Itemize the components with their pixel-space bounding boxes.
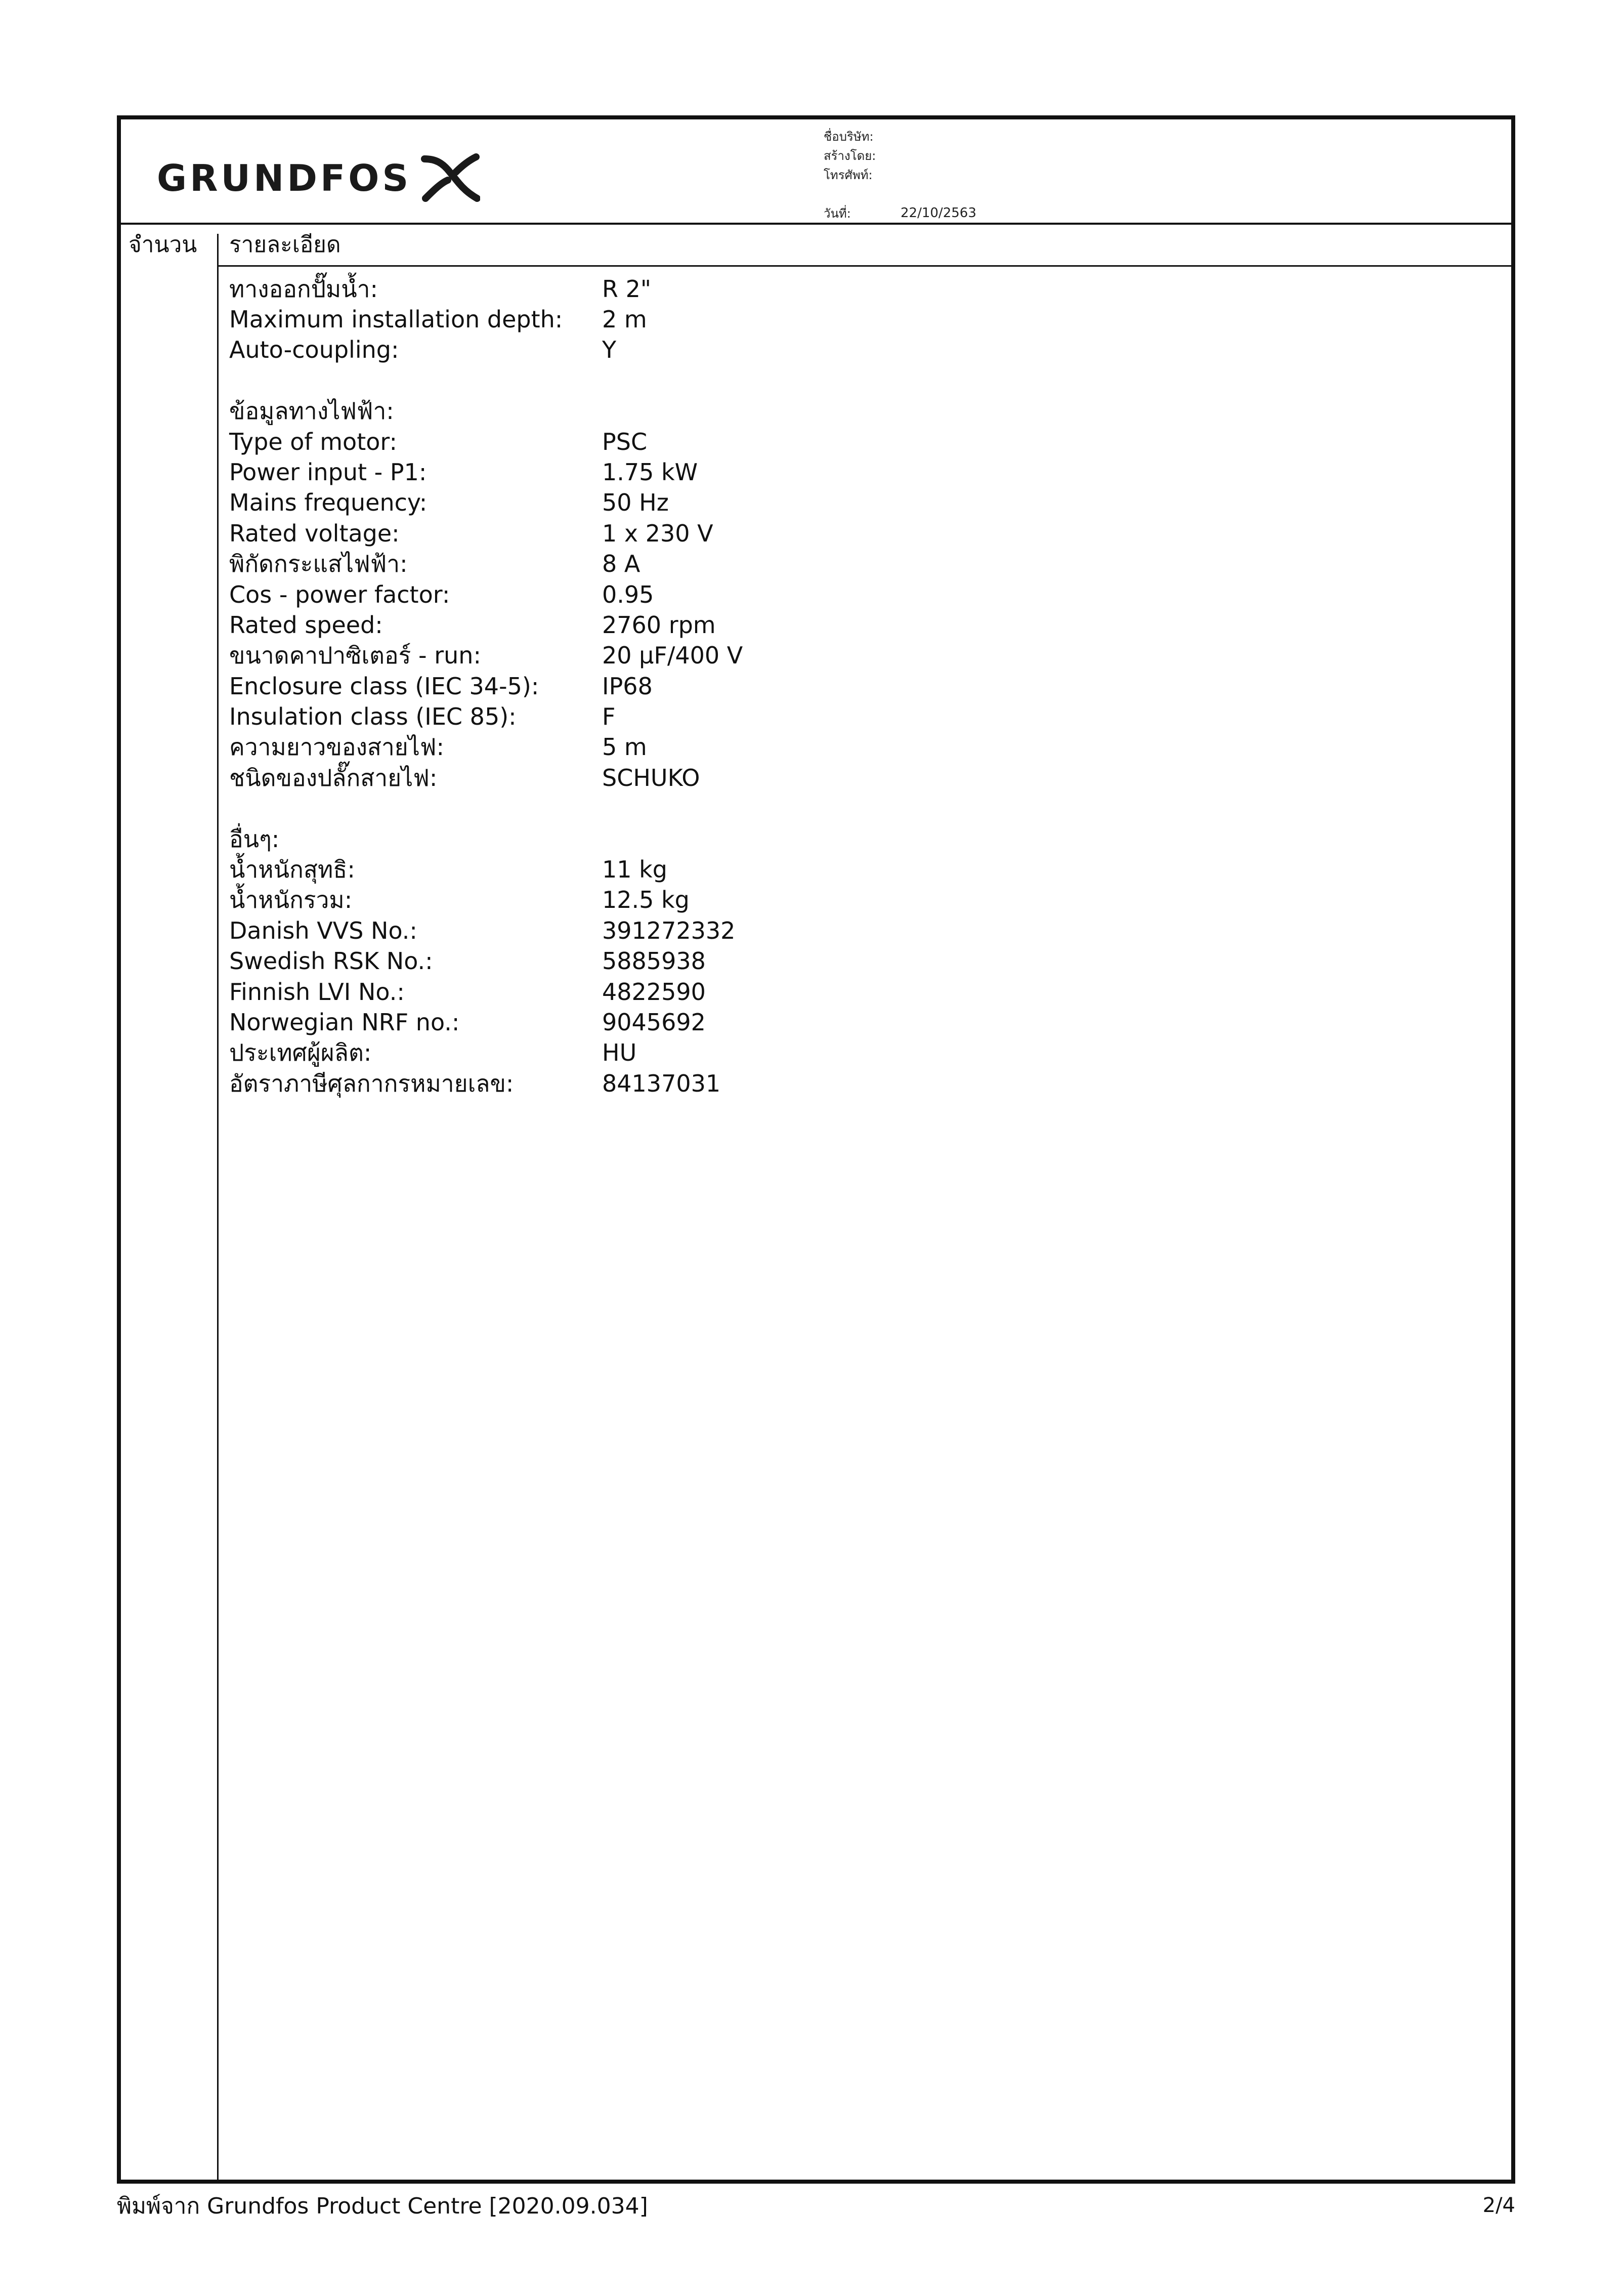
spec-row: [229, 885, 937, 915]
spec-row: [229, 518, 937, 549]
spec-label: Finnish LVI No.:: [229, 978, 405, 1006]
spec-value: 1 x 230 V: [602, 520, 713, 547]
spec-value: 5885938: [602, 947, 706, 975]
spec-label: ชนิดของปลั๊กสายไฟ:: [229, 764, 438, 791]
date-value: 22/10/2563: [901, 205, 976, 221]
spec-row: [229, 732, 937, 762]
spec-label: น้ำหนักรวม:: [229, 886, 353, 913]
quantity-column-header: จำนวน: [129, 232, 197, 258]
brand-logo: [157, 148, 480, 208]
brand-name: GRUNDFOS: [157, 157, 412, 199]
spec-value: F: [602, 703, 616, 730]
spec-value: 4822590: [602, 978, 706, 1006]
spec-label: Rated voltage:: [229, 520, 400, 547]
spec-value: SCHUKO: [602, 764, 700, 791]
electrical-section-title: ข้อมูลทางไฟฟ้า:: [229, 397, 394, 425]
spec-label: Power input - P1:: [229, 458, 427, 486]
spec-value: HU: [602, 1039, 637, 1066]
spec-row: [229, 610, 937, 640]
company-name-label: ชื่อบริษัท:: [824, 130, 874, 144]
spec-row: [229, 671, 937, 701]
spec-label: Enclosure class (IEC 34-5):: [229, 673, 539, 700]
spec-label: ประเทศผู้ผลิต:: [229, 1039, 372, 1066]
spec-label: Type of motor:: [229, 428, 397, 455]
spec-value: 0.95: [602, 581, 654, 608]
spec-label: Cos - power factor:: [229, 581, 450, 608]
spec-row: [229, 854, 937, 885]
spec-value: 5 m: [602, 733, 647, 761]
spec-row: [229, 977, 937, 1007]
spec-label: Maximum installation depth:: [229, 306, 563, 333]
spec-row: [229, 549, 937, 579]
phone-label: โทรศัพท์:: [824, 168, 873, 182]
description-column-header: รายละเอียด: [229, 232, 341, 258]
spec-value: IP68: [602, 673, 653, 700]
spec-value: 11 kg: [602, 856, 667, 883]
spec-label: Danish VVS No.:: [229, 917, 417, 944]
spec-value: R 2": [602, 275, 652, 303]
spec-label: พิกัดกระแสไฟฟ้า:: [229, 550, 408, 577]
spec-row: [229, 304, 937, 335]
spec-value: 2760 rpm: [602, 611, 716, 639]
spec-value: 20 µF/400 V: [602, 642, 743, 669]
spec-row: [229, 457, 937, 487]
spec-label: Insulation class (IEC 85):: [229, 703, 517, 730]
spec-label: น้ำหนักสุทธิ:: [229, 856, 355, 883]
spec-row: [229, 274, 937, 304]
spec-value: 8 A: [602, 550, 640, 577]
column-divider: [217, 234, 219, 2183]
spec-value: 12.5 kg: [602, 886, 690, 913]
printed-from-note: พิมพ์จาก Grundfos Product Centre [2020.09.034]: [117, 2193, 648, 2219]
spec-label: Swedish RSK No.:: [229, 947, 433, 975]
spec-label: Norwegian NRF no.:: [229, 1009, 460, 1036]
spec-row: [229, 1068, 937, 1099]
spec-label: อัตราภาษีศุลกากรหมายเลข:: [229, 1070, 514, 1097]
header-divider: [117, 223, 1515, 225]
spec-value: 50 Hz: [602, 489, 669, 516]
spec-row: [229, 915, 937, 946]
spec-row: [229, 640, 937, 671]
page-number: 2/4: [1482, 2194, 1515, 2217]
spec-label: ทางออกปั๊มน้ำ:: [229, 275, 378, 303]
spec-value: 1.75 kW: [602, 458, 698, 486]
spec-label: ความยาวของสายไฟ:: [229, 733, 444, 761]
spec-label: Mains frequency:: [229, 489, 428, 516]
grundfos-x-mark-icon: [420, 152, 480, 204]
spec-label: ขนาดคาปาซิเตอร์ - run:: [229, 642, 481, 669]
date-label: วันที่:: [824, 206, 851, 221]
spec-label: Auto-coupling:: [229, 336, 399, 363]
column-header-divider: [218, 265, 1515, 267]
created-by-label: สร้างโดย:: [824, 149, 876, 163]
spec-value: 2 m: [602, 306, 647, 333]
spec-row: [229, 701, 937, 732]
spec-value: PSC: [602, 428, 648, 455]
spec-value: 391272332: [602, 917, 736, 944]
spec-row: [229, 427, 937, 457]
spec-value: 84137031: [602, 1070, 721, 1097]
spec-row: [229, 579, 937, 610]
spec-row: [229, 335, 937, 365]
spec-row: [229, 1037, 937, 1068]
spec-label: Rated speed:: [229, 611, 383, 639]
spec-value: 9045692: [602, 1009, 706, 1036]
spec-row: [229, 946, 937, 976]
other-section-title: อื่นๆ:: [229, 825, 280, 853]
spec-row: [229, 1007, 937, 1037]
spec-row: [229, 763, 937, 793]
spec-row: [229, 487, 937, 518]
spec-value: Y: [602, 336, 617, 363]
